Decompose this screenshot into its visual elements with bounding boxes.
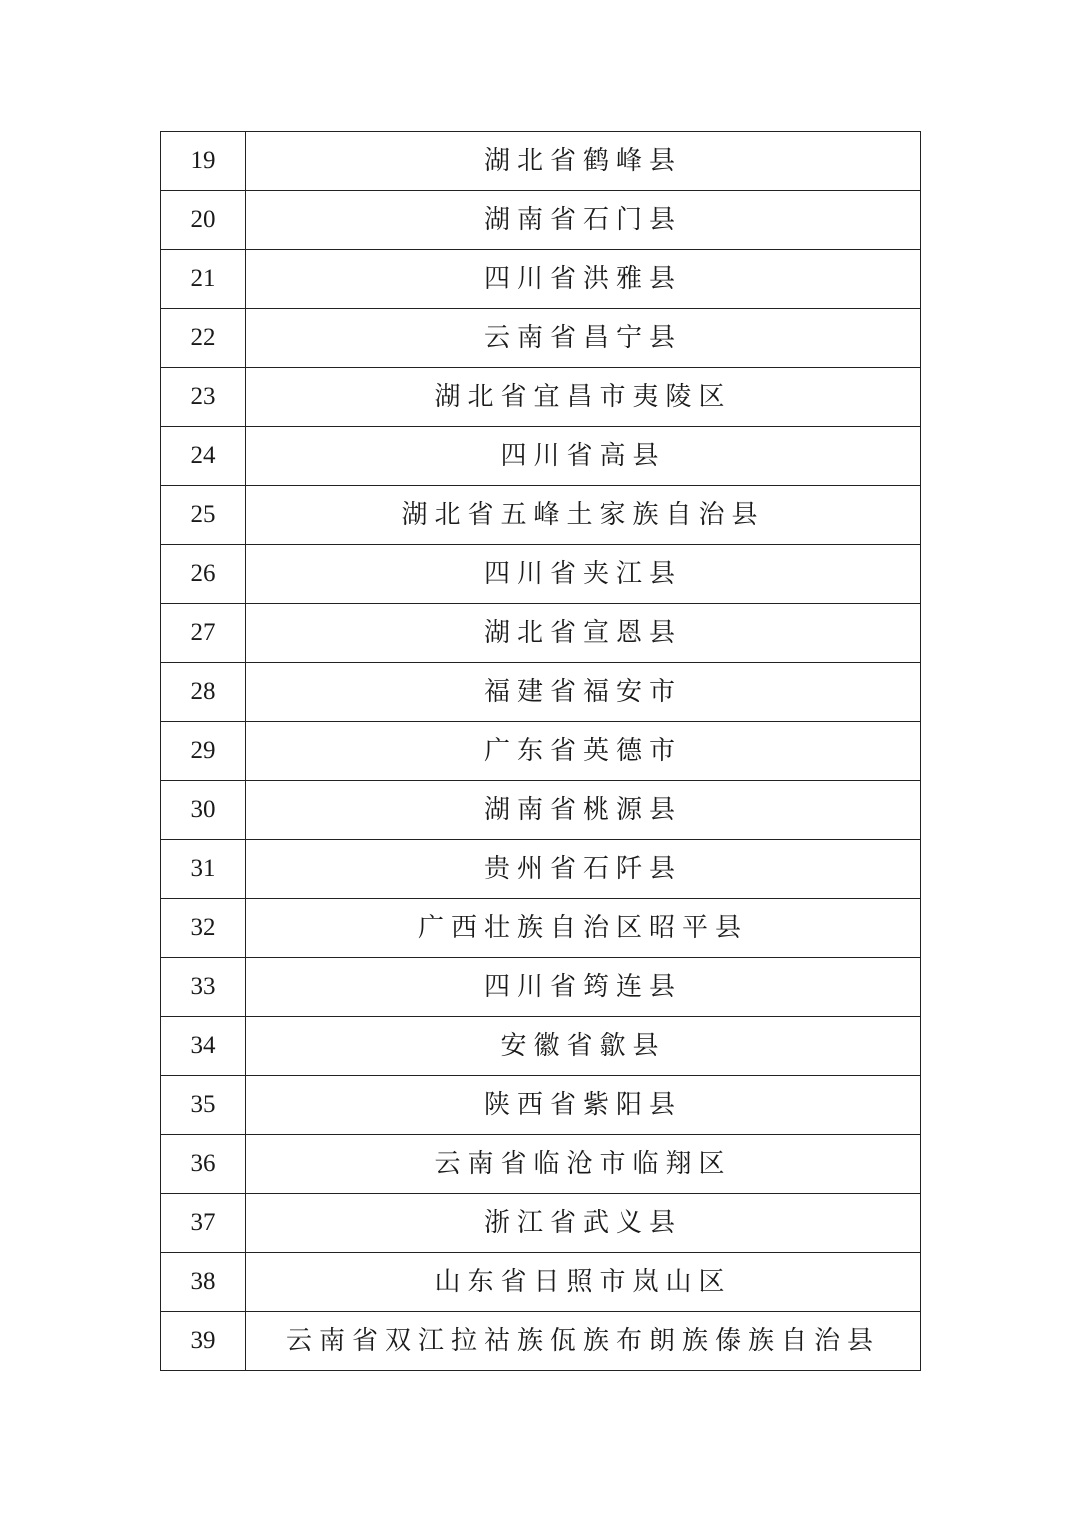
table-row [161, 368, 921, 427]
table-row [161, 1135, 921, 1194]
row-number: 37 [161, 1194, 246, 1253]
table-row [161, 545, 921, 604]
region-name: 福建省福安市 [246, 663, 921, 722]
row-number: 28 [161, 663, 246, 722]
table-row [161, 781, 921, 840]
region-name: 云南省临沧市临翔区 [246, 1135, 921, 1194]
row-number: 22 [161, 309, 246, 368]
table-row [161, 1312, 921, 1371]
table-row [161, 1253, 921, 1312]
row-number: 25 [161, 486, 246, 545]
region-name: 湖北省宣恩县 [246, 604, 921, 663]
region-name: 湖北省五峰土家族自治县 [246, 486, 921, 545]
region-name: 陕西省紫阳县 [246, 1076, 921, 1135]
table-row [161, 250, 921, 309]
table-row [161, 191, 921, 250]
table-row [161, 132, 921, 191]
row-number: 20 [161, 191, 246, 250]
row-number: 23 [161, 368, 246, 427]
row-number: 26 [161, 545, 246, 604]
region-name: 安徽省歙县 [246, 1017, 921, 1076]
region-name: 湖北省宜昌市夷陵区 [246, 368, 921, 427]
table-row [161, 840, 921, 899]
region-name: 贵州省石阡县 [246, 840, 921, 899]
row-number: 38 [161, 1253, 246, 1312]
row-number: 29 [161, 722, 246, 781]
table-row [161, 899, 921, 958]
row-number: 21 [161, 250, 246, 309]
region-name: 四川省高县 [246, 427, 921, 486]
row-number: 36 [161, 1135, 246, 1194]
row-number: 30 [161, 781, 246, 840]
table-row [161, 309, 921, 368]
row-number: 33 [161, 958, 246, 1017]
region-name: 四川省夹江县 [246, 545, 921, 604]
table-row [161, 604, 921, 663]
region-name: 四川省筠连县 [246, 958, 921, 1017]
table-row [161, 1017, 921, 1076]
row-number: 39 [161, 1312, 246, 1371]
row-number: 24 [161, 427, 246, 486]
table-row [161, 663, 921, 722]
row-number: 34 [161, 1017, 246, 1076]
row-number: 19 [161, 132, 246, 191]
region-name: 云南省昌宁县 [246, 309, 921, 368]
row-number: 27 [161, 604, 246, 663]
row-number: 31 [161, 840, 246, 899]
region-name: 四川省洪雅县 [246, 250, 921, 309]
table-row [161, 958, 921, 1017]
region-name: 湖南省桃源县 [246, 781, 921, 840]
table-row [161, 1076, 921, 1135]
row-number: 35 [161, 1076, 246, 1135]
region-name: 广西壮族自治区昭平县 [246, 899, 921, 958]
table-row [161, 1194, 921, 1253]
table-row [161, 427, 921, 486]
region-name: 广东省英德市 [246, 722, 921, 781]
table-row [161, 722, 921, 781]
region-name: 湖北省鹤峰县 [246, 132, 921, 191]
region-name: 云南省双江拉祜族佤族布朗族傣族自治县 [246, 1312, 921, 1371]
county-list-table [160, 131, 921, 1371]
region-name: 山东省日照市岚山区 [246, 1253, 921, 1312]
table-row [161, 486, 921, 545]
region-name: 浙江省武义县 [246, 1194, 921, 1253]
region-name: 湖南省石门县 [246, 191, 921, 250]
row-number: 32 [161, 899, 246, 958]
